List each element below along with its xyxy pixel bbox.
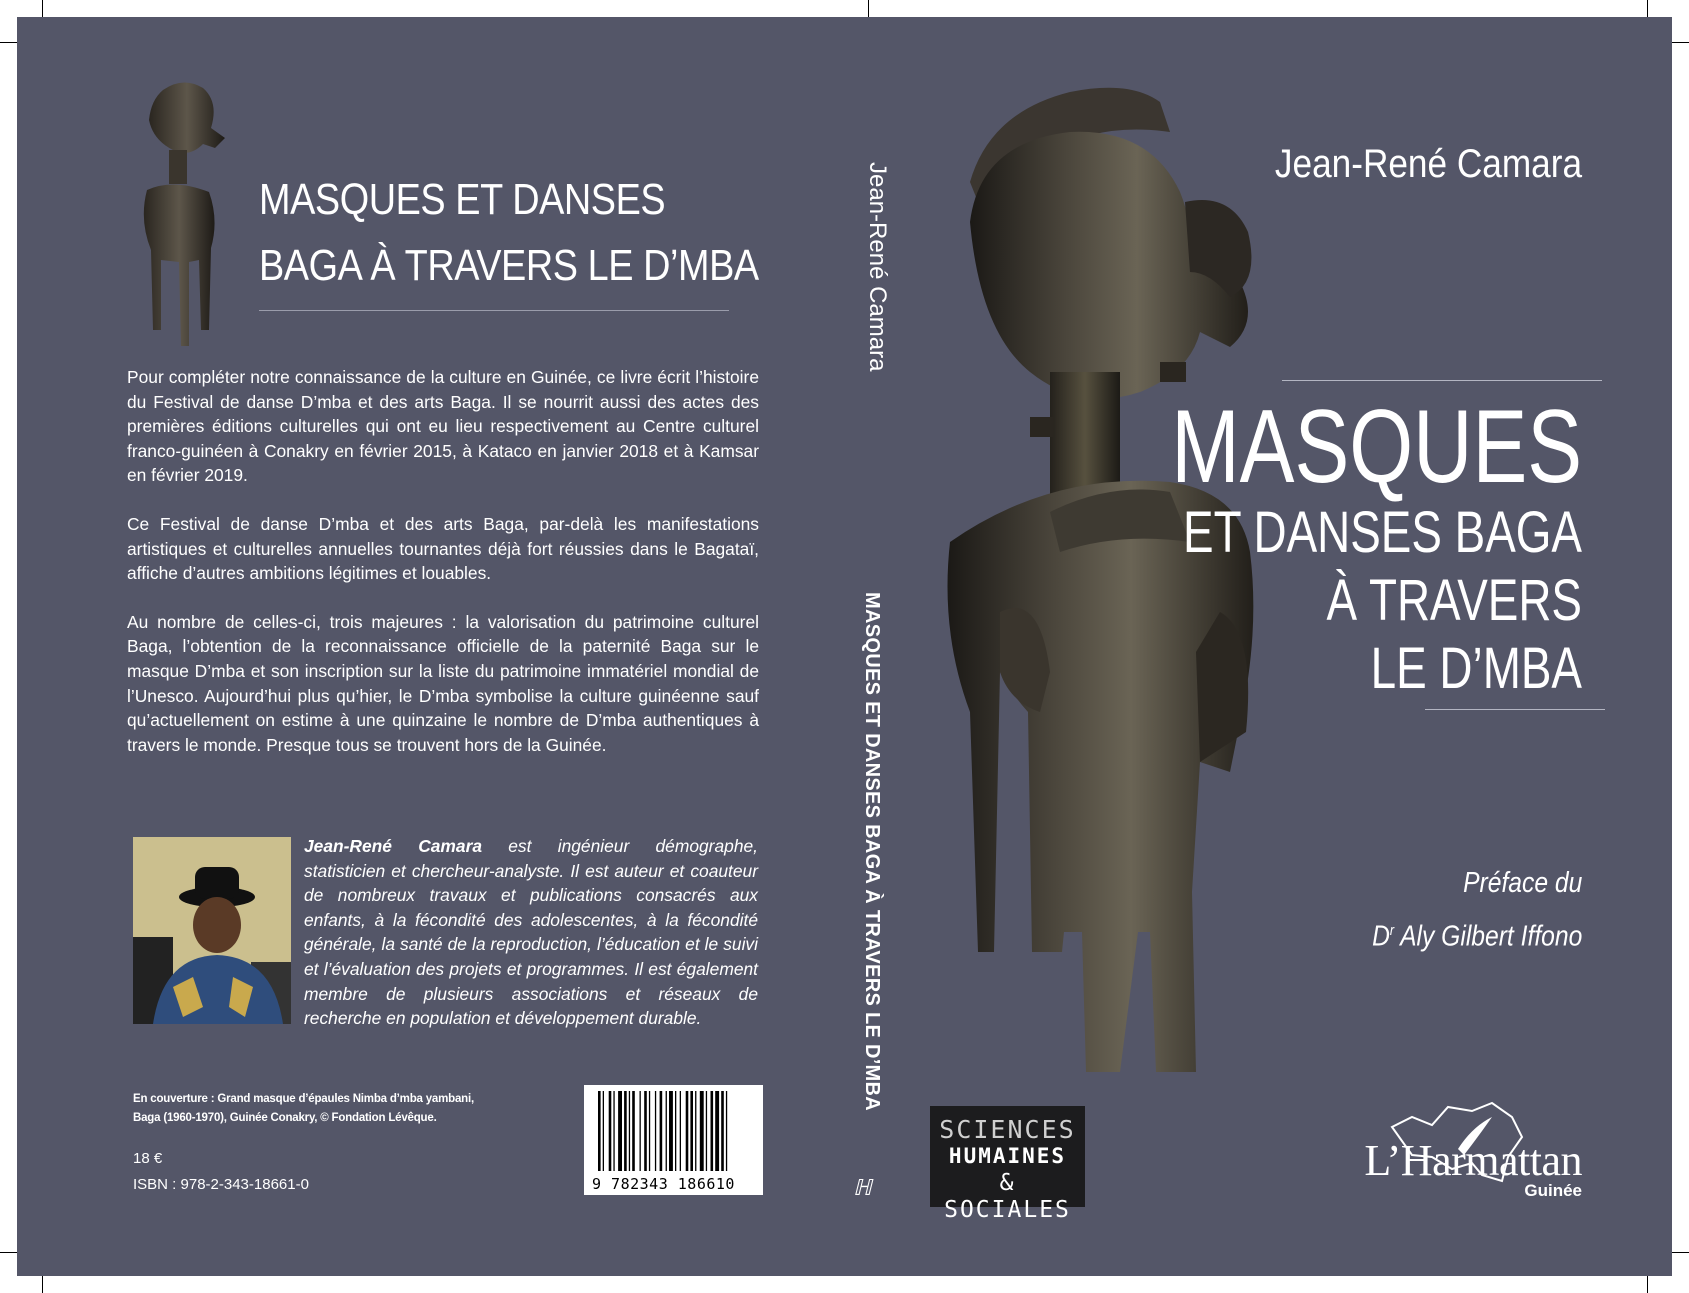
author-name: Jean-René Camara [304,836,483,856]
front-title-line: À TRAVERS [1326,568,1582,633]
cover-credit [133,1090,474,1128]
front-author: Jean-René Camara [1274,142,1582,186]
front-title-sub [1183,499,1582,703]
barcode-bar [721,1091,724,1171]
barcode-bar [695,1091,696,1171]
barcode-bar [640,1091,641,1171]
barcode-bar [726,1091,727,1171]
barcode-bar [624,1091,627,1171]
barcode-bar [649,1091,650,1171]
preface-sup: r [1389,922,1394,939]
spine-author: Jean-René Camara [864,162,891,372]
barcode-bar [655,1091,656,1171]
barcode-number: 9 782343 186610 [592,1175,735,1193]
small-mask-image [123,80,235,362]
barcode-bar [711,1091,714,1171]
barcode-bar [675,1091,676,1171]
divider [259,310,729,311]
back-title-line: MASQUES ET DANSES [259,175,666,224]
barcode-bar [715,1091,719,1171]
isbn: ISBN : 978-2-343-18661-0 [133,1176,309,1193]
preface [1372,859,1582,961]
front-title-line: ET DANSES BAGA [1183,500,1582,565]
bio-text: est ingénieur démographe, statisticien et chercheur-analyste. Il est auteur et coauteur de nombreux travaux et publications consacrés aux enfants, à la fécondité des adolescentes, à la fécondité générale, la santé de la reproduction, l’éducation et le suivi et l’évaluation des projets et programmes. Il est également membre de plusieurs associations et réseaux de recherche en population et développement durable. [304,836,758,1029]
book-cover [17,17,1672,1276]
preface-line: Préface du [1462,867,1582,899]
back-title [259,167,759,299]
back-title-line: BAGA À TRAVERS LE D’MBA [259,241,759,290]
barcode-bar [644,1091,647,1171]
barcode-bar [618,1091,622,1171]
barcode-bar [632,1091,635,1171]
collection-line: SCIENCES [939,1115,1076,1144]
barcode-bars [584,1091,763,1177]
barcode-bar [706,1091,707,1171]
barcode-bar [603,1091,604,1171]
publisher-spine-logo: ℍ [853,1175,872,1200]
barcode-bar [598,1091,601,1171]
barcode-bar [666,1091,667,1171]
front-title-main: MASQUES [1171,389,1582,505]
author-bio [304,834,758,1031]
collection-line: HUMAINES [948,1144,1067,1168]
preface-prefix: D [1371,920,1390,953]
synopsis-paragraph: Ce Festival de danse D’mba et des arts Baga, par-delà les manifestations artistiques et culturelles annuelles tournantes déjà fort réussies dans le Bagataï, affiche d’autres ambitions légitimes et louables. [127,513,759,584]
credit-line: En couverture : Grand masque d’épaules Nimba d’mba yambani, [133,1093,474,1105]
synopsis-paragraph: Pour compléter notre connaissance de la culture en Guinée, ce livre écrit l’histoire du Festival de danse D’mba et des arts Baga. Il se nourrit aussi des actes des premières éditions culturelles qui ont eu lieu respectivement au Centre culturel franco-guinéen à Conakry en février 2015, à Kataco en janvier 2018 et à Kamsar en février 2019. [127,367,759,486]
divider [1425,709,1605,710]
spine-title: MASQUES ET DANSES BAGA À TRAVERS LE D’MBA [861,592,883,1111]
barcode-bar [700,1091,704,1171]
barcode [584,1085,763,1195]
price: 18 € [133,1150,163,1167]
author-photo [133,837,291,1024]
barcode-bar [669,1091,673,1171]
barcode-bar [686,1091,689,1171]
barcode-bar [613,1091,614,1171]
synopsis-paragraph: Au nombre de celles-ci, trois majeures : la valorisation du patrimoine culturel Baga, l’obtention de la reconnaissance officielle de la paternité Baga sur le masque D’mba et son inscription sur la liste du patrimoine immatériel mondial de l’Unesco. Aujourd’hui plus qu’hier, le D’mba symbolise la culture guinéenne sauf qu’actuellement on estime à une quinzaine le nombre de D’mba authentiques à travers le monde. Presque tous se trouvent hors de la Guinée. [127,611,759,755]
divider [1282,380,1602,381]
credit-line: Baga (1960-1970), Guinée Conakry, © Fondation Lévêque. [133,1112,437,1124]
barcode-bar [629,1091,630,1171]
preface-author [1372,907,1582,961]
barcode-bar [660,1091,663,1171]
preface-name: Aly Gilbert Iffono [1393,920,1582,953]
collection-line: & SOCIALES [944,1170,1071,1223]
barcode-bar [690,1091,693,1171]
publisher-sub: Guinée [1524,1181,1582,1200]
front-title-line: LE D’MBA [1370,636,1582,701]
synopsis [127,365,759,781]
publisher-name: L’Harmattan [1364,1136,1582,1185]
barcode-bar [609,1091,612,1171]
barcode-bar [680,1091,681,1171]
